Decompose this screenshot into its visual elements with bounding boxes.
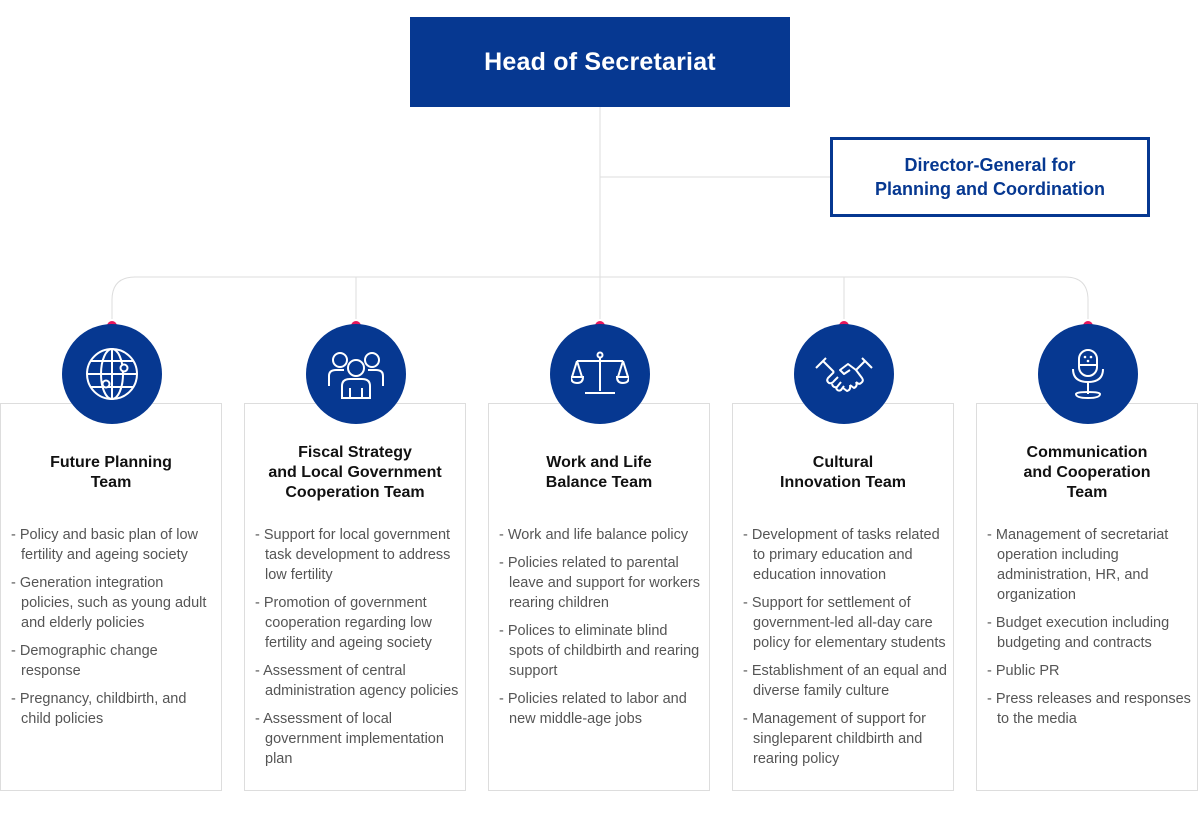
duty-item: - Press releases and responses to the media (987, 689, 1191, 729)
duty-item: - Management of secretariat operation including administration, HR, and organization (987, 525, 1191, 605)
duty-item: - Public PR (987, 661, 1191, 681)
duty-item: - Support for local government task development to address low fertility (255, 525, 459, 585)
duty-item: - Promotion of government cooperation regarding low fertility and ageing society (255, 593, 459, 653)
duty-item: - Policy and basic plan of low fertility and ageing society (11, 525, 215, 565)
team-card-future-planning (0, 403, 222, 791)
duty-item: - Generation integration policies, such as young adult and elderly policies (11, 573, 215, 633)
duty-item: - Polices to eliminate blind spots of childbirth and rearing support (499, 621, 703, 681)
duty-item: - Budget execution including budgeting and contracts (987, 613, 1191, 653)
team-title: Future Planning Team (50, 454, 172, 491)
duty-item: - Policies related to parental leave and support for workers rearing children (499, 553, 703, 613)
duty-list (255, 525, 459, 777)
duty-item: - Demographic change response (11, 641, 215, 681)
head-title: Head of Secretariat (484, 47, 716, 76)
duty-item: - Pregnancy, childbirth, and child policies (11, 689, 215, 729)
duty-item: - Management of support for singleparent childbirth and rearing policy (743, 709, 947, 769)
handshake-icon (794, 324, 894, 424)
director-general-box (830, 137, 1150, 217)
duty-item: - Development of tasks related to primary education and education innovation (743, 525, 947, 585)
duty-item: - Assessment of central administration agency policies (255, 661, 459, 701)
duty-item: - Policies related to labor and new middle-age jobs (499, 689, 703, 729)
duty-list (743, 525, 947, 777)
director-title-line-1: Director-General for (904, 155, 1076, 175)
duty-item: - Establishment of an equal and diverse family culture (743, 661, 947, 701)
team-card-fiscal-strategy (244, 403, 466, 791)
duty-list (499, 525, 703, 737)
team-card-cultural-innovation (732, 403, 954, 791)
duty-item: - Work and life balance policy (499, 525, 703, 545)
team-title: Work and Life Balance Team (545, 454, 653, 491)
duty-list (11, 525, 215, 737)
team-card-communication-cooperation (976, 403, 1198, 791)
team-card-work-life-balance (488, 403, 710, 791)
team-title: Cultural Innovation Team (780, 454, 906, 491)
team-title: Communication and Cooperation Team (1023, 444, 1151, 501)
people-group-icon (306, 324, 406, 424)
director-title-line-2: Planning and Coordination (875, 179, 1105, 199)
duty-item: - Assessment of local government implementation plan (255, 709, 459, 769)
balance-scale-icon (550, 324, 650, 424)
duty-list (987, 525, 1191, 737)
microphone-icon (1038, 324, 1138, 424)
globe-icon (62, 324, 162, 424)
head-of-secretariat-box (410, 17, 790, 107)
team-title: Fiscal Strategy and Local Government Cooperation Team (268, 444, 442, 501)
duty-item: - Support for settlement of government-led all-day care policy for elementary students (743, 593, 947, 653)
